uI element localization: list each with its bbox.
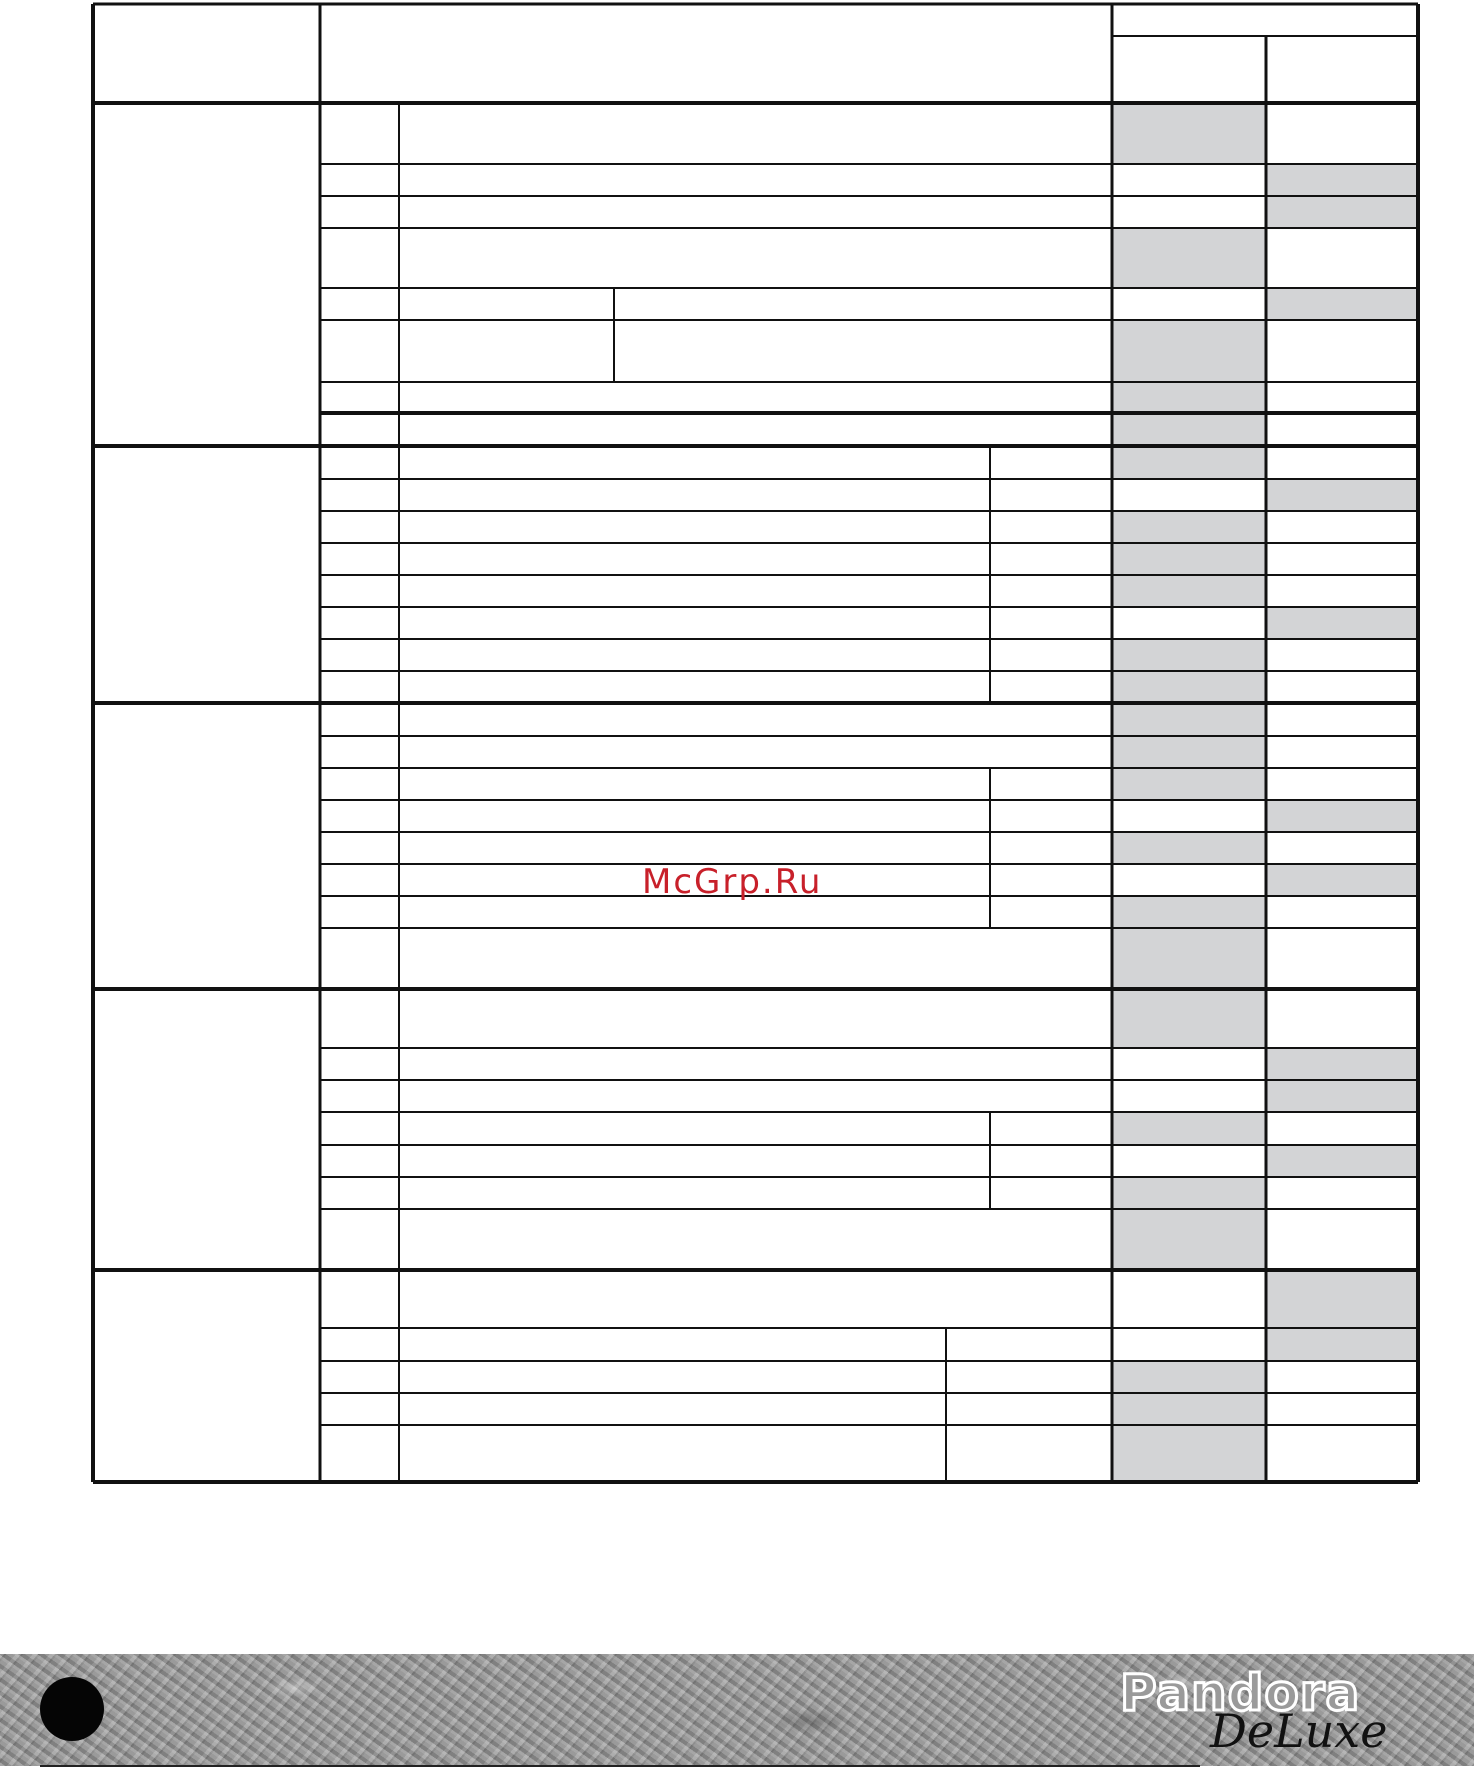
shaded-cell xyxy=(1267,1049,1417,1079)
shaded-cell xyxy=(1113,897,1265,927)
shaded-cell xyxy=(1113,1178,1265,1208)
shaded-cell xyxy=(1113,672,1265,702)
shaded-cell xyxy=(1113,229,1265,287)
shaded-cell xyxy=(1267,865,1417,895)
shaded-cell xyxy=(1113,833,1265,863)
shaded-cell xyxy=(1267,480,1417,510)
logo-script: DeLuxe xyxy=(1210,1704,1388,1758)
brand-logo xyxy=(1118,1664,1458,1762)
shaded-cell xyxy=(1113,929,1265,988)
shaded-cell xyxy=(1113,1394,1265,1424)
shaded-cell xyxy=(1267,608,1417,638)
shaded-cell xyxy=(1267,165,1417,195)
shaded-cell xyxy=(1113,383,1265,412)
shaded-cell xyxy=(1113,1362,1265,1392)
shaded-cell xyxy=(1267,1081,1417,1111)
shaded-cell xyxy=(1113,1113,1265,1144)
watermark: McGrp.Ru xyxy=(642,862,823,902)
shaded-cell xyxy=(1267,289,1417,319)
shaded-cell xyxy=(1267,1271,1417,1327)
shaded-cell xyxy=(1267,1329,1417,1360)
shaded-cell xyxy=(1113,512,1265,542)
shaded-cell xyxy=(1113,640,1265,670)
shaded-cell xyxy=(1113,990,1265,1047)
shaded-cell xyxy=(1267,801,1417,831)
shaded-cell xyxy=(1113,544,1265,574)
shaded-cell xyxy=(1267,197,1417,227)
shaded-cell xyxy=(1113,447,1265,478)
shaded-cell xyxy=(1113,414,1265,445)
shaded-cell xyxy=(1113,737,1265,767)
shaded-cell xyxy=(1113,1210,1265,1269)
shaded-cell xyxy=(1267,1146,1417,1176)
shaded-cell xyxy=(1113,576,1265,606)
shaded-cell xyxy=(1113,769,1265,799)
page-number-marker xyxy=(40,1677,104,1741)
logo-wordmark: Pandora xyxy=(1120,1664,1361,1722)
shaded-cell xyxy=(1113,104,1265,163)
shaded-cell xyxy=(1113,321,1265,381)
shaded-cell xyxy=(1113,704,1265,735)
shaded-cell xyxy=(1113,1426,1265,1481)
